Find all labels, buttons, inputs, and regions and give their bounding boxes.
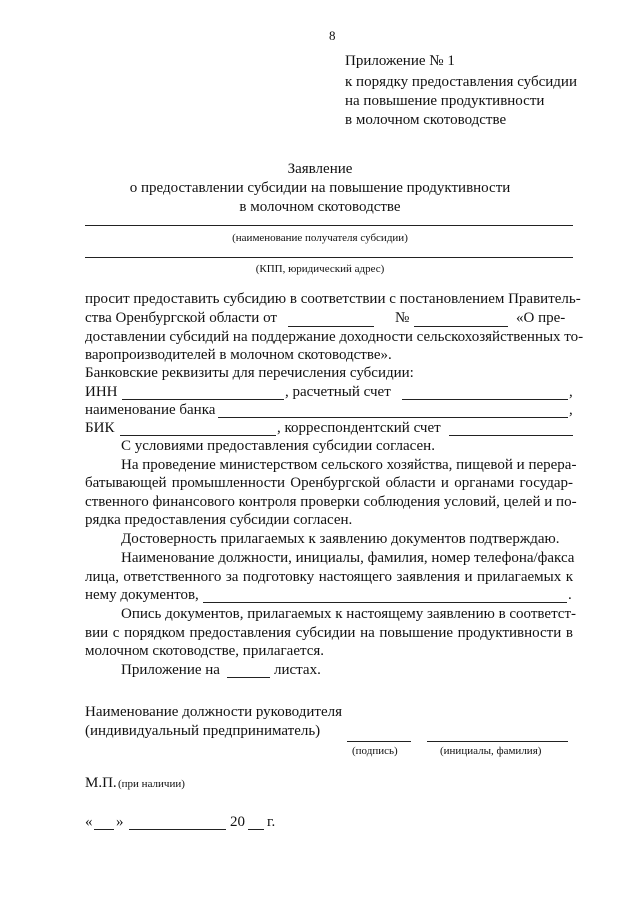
appendix-line: Приложение № 1 <box>345 53 455 69</box>
body-line: Опись документов, прилагаемых к настоящему заявлению в соответст- <box>121 606 577 622</box>
resolution-number-field[interactable] <box>414 326 508 327</box>
recipient-name-field[interactable] <box>85 225 573 226</box>
kpp-address-field[interactable] <box>85 257 573 258</box>
day-field[interactable] <box>94 829 114 830</box>
year-prefix: 20 <box>230 814 245 830</box>
signature-caption: (подпись) <box>352 745 398 757</box>
stamp-label: М.П. <box>85 775 117 791</box>
resolution-date-field[interactable] <box>288 326 374 327</box>
bik-label: БИК <box>85 420 115 436</box>
body-line: молочном скотоводстве, прилагается. <box>85 643 325 659</box>
year-suffix: г. <box>267 814 276 830</box>
appendix-line: к порядку предоставления субсидии <box>345 74 577 90</box>
inn-label: ИНН <box>85 384 118 400</box>
page-number: 8 <box>329 28 336 43</box>
bank-name-label: наименование банка <box>85 402 216 418</box>
bik-field[interactable] <box>120 435 276 436</box>
agreement-line: С условиями предоставления субсидии согласен. <box>121 438 435 454</box>
body-line: На проведение министерством сельского хозяйства, пищевой и перера- <box>121 457 577 473</box>
initials-field[interactable] <box>427 741 568 742</box>
reliability-line: Достоверность прилагаемых к заявлению документов подтверждаю. <box>121 531 560 547</box>
title-line: Заявление <box>287 161 353 177</box>
corr-account-field[interactable] <box>449 435 573 436</box>
body-line: просит предоставить субсидию в соответствии с постановлением Правитель- <box>85 291 581 307</box>
signature-field[interactable] <box>347 741 411 742</box>
body-line: ственного финансового контроля проверки соблюдения условий, целей и по- <box>85 494 577 510</box>
body-line: Наименование должности, инициалы, фамилия, номер телефона/факса <box>121 550 575 566</box>
body-line: батывающей промышленности Оренбургской области и органами государ- <box>85 475 573 491</box>
account-label: , расчетный счет <box>285 384 391 400</box>
body-line: рядка предоставления субсидии согласен. <box>85 512 353 528</box>
position-label: Наименование должности руководителя <box>85 704 343 720</box>
recipient-caption: (наименование получателя субсидии) <box>232 232 408 244</box>
bank-details-title: Банковские реквизиты для перечисления субсидии: <box>85 365 414 381</box>
kpp-caption: (КПП, юридический адрес) <box>255 263 385 275</box>
title-line: в молочном скотоводстве <box>239 199 401 215</box>
date-open-quote: « <box>85 814 93 830</box>
body-line: ства Оренбургской области от <box>85 310 277 326</box>
inn-field[interactable] <box>122 399 284 400</box>
number-sign: № <box>395 310 410 326</box>
body-line: доставлении субсидий на поддержание доходности сельскохозяйственных то- <box>85 329 584 345</box>
corr-account-label: , корреспондентский счет <box>277 420 441 436</box>
year-field[interactable] <box>248 829 264 830</box>
appendix-line: на повышение продуктивности <box>345 93 545 109</box>
title-line: о предоставлении субсидии на повышение продуктивности <box>129 180 511 196</box>
month-field[interactable] <box>129 829 226 830</box>
sheets-count-field[interactable] <box>227 677 270 678</box>
date-close-quote: » <box>116 814 124 830</box>
bank-name-field[interactable] <box>218 417 568 418</box>
body-line: нему документов, <box>85 587 199 603</box>
attachment-label: Приложение на <box>121 662 220 678</box>
appendix-line: в молочном скотоводстве <box>345 112 507 128</box>
body-line: «О пре- <box>516 310 566 326</box>
stamp-note: (при наличии) <box>118 778 185 790</box>
position-label: (индивидуальный предприниматель) <box>85 723 321 739</box>
attachment-suffix: листах. <box>274 662 321 678</box>
initials-caption: (инициалы, фамилия) <box>440 745 542 757</box>
body-line: варопроизводителей в молочном скотоводстве». <box>85 347 392 363</box>
body-line: лица, ответственного за подготовку настоящего заявления и прилагаемых к <box>85 569 573 585</box>
body-line: вии с порядком предоставления субсидии на повышение продуктивности в <box>85 625 573 641</box>
responsible-person-field[interactable] <box>203 602 567 603</box>
account-field[interactable] <box>402 399 568 400</box>
